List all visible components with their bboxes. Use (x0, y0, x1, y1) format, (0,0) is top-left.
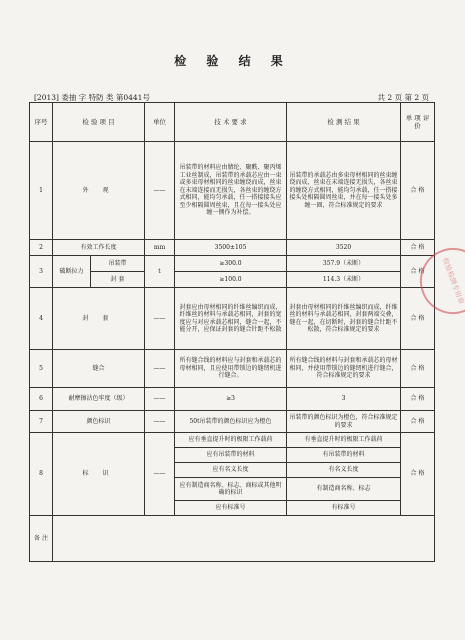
requirement: 3500±105 (175, 240, 287, 256)
item-name: 耐摩擦沾色牢度（级） (53, 388, 145, 411)
row-number: 5 (30, 350, 53, 388)
col-header-evaluation: 单 项 评 价 (401, 103, 435, 142)
item-name: 封 套 (53, 288, 145, 350)
item-name: 颜色标识 (53, 411, 145, 433)
result: 吊装带的承载芯由多束母材相同的丝束缠绕而成，丝束在末端连接无损失，各丝束的缠绕方式相同，能均匀承载，任一搭接接头处相隔圆周丝束，并在每一接头处多缠一圈，符合标准规定的要求 (287, 142, 401, 240)
row-number: 8 (30, 433, 53, 516)
result: 有名义长度 (287, 463, 401, 478)
table-row (30, 433, 435, 448)
remarks-label: 备 注 (30, 516, 53, 562)
result: 3520 (287, 240, 401, 256)
table-row (30, 411, 435, 433)
unit: —— (145, 142, 175, 240)
result: 吊装带的颜色标识为橙色，符合标准规定的要求 (287, 411, 401, 433)
unit: —— (145, 411, 175, 433)
unit: —— (145, 288, 175, 350)
unit: —— (145, 350, 175, 388)
evaluation: 合 格 (401, 256, 435, 288)
requirement: ≥300.0 (175, 256, 287, 272)
requirement: 所有缝合线的材料应与封套和承载芯的母材相同，且应使用带锁边的缝纫机进行缝合。 (175, 350, 287, 388)
table-row (30, 240, 435, 256)
table-row (30, 388, 435, 411)
row-number: 2 (30, 240, 53, 256)
unit: t (145, 256, 175, 288)
row-number: 6 (30, 388, 53, 411)
result: 114.3（未断） (287, 272, 401, 288)
requirement: 封套应由母材相同的纤维丝编织而成，纤维丝的材料与承载芯相同，封套的宽度应与对应承载芯相同，缝合一起，不能分开，应保证封套的缝合针距不松散 (175, 288, 287, 350)
item-name: 有效工作长度 (53, 240, 145, 256)
requirement: 应有垂直提升时的极限工作载荷 (175, 433, 287, 448)
requirement: ≥100.0 (175, 272, 287, 288)
row-number: 3 (30, 256, 53, 288)
result: 有制造商名称、标志 (287, 478, 401, 501)
page-indicator: 共 2 页 第 2 页 (377, 93, 429, 102)
table-header-row (30, 103, 435, 142)
requirement: 应有名义长度 (175, 463, 287, 478)
requirement: ≥3 (175, 388, 287, 411)
requirement: 应有制造商名称、标志、商标或其他明确的标识 (175, 478, 287, 501)
remarks-content (53, 516, 435, 562)
col-header-requirement: 技 术 要 求 (175, 103, 287, 142)
result: 有吊装带的材料 (287, 448, 401, 463)
row-number: 1 (30, 142, 53, 240)
requirement: 应有标准号 (175, 501, 287, 516)
unit: —— (145, 433, 175, 516)
result: 所有缝合线的材料与封套和承载芯的母材相同，并使用带锁边的缝纫机进行缝合，符合标准规定的要求 (287, 350, 401, 388)
seal-text: 检验检测专用章 (440, 256, 465, 306)
item-name: 缝合 (53, 350, 145, 388)
col-header-item: 检 验 项 目 (53, 103, 145, 142)
col-header-result: 检 测 结 果 (287, 103, 401, 142)
evaluation: 合 格 (401, 142, 435, 240)
table-row (30, 288, 435, 350)
unit: mm (145, 240, 175, 256)
result: 封套由母材相同的纤维丝编织而成，纤维丝的材料与承载芯相同，封套两端交叠，缝在一起，在切断时，封套的缝合针距不松散，符合标准规定的要求 (287, 288, 401, 350)
results-table (29, 102, 435, 562)
result: 有标准号 (287, 501, 401, 516)
table-row (30, 256, 435, 272)
remarks-row (30, 516, 435, 562)
evaluation: 合 格 (401, 240, 435, 256)
row-number: 4 (30, 288, 53, 350)
table-row (30, 142, 435, 240)
requirement: 50t吊装带的颜色标识应为橙色 (175, 411, 287, 433)
item-name: 标 识 (53, 433, 145, 516)
requirement: 应有吊装带的材料 (175, 448, 287, 463)
sub-item-name: 吊装带 (91, 256, 145, 272)
evaluation: 合 格 (401, 288, 435, 350)
result: 有垂直提升时的极限工作载荷 (287, 433, 401, 448)
result: 3 (287, 388, 401, 411)
sub-item-name: 封 套 (91, 272, 145, 288)
report-reference: [2013] 委抽 字 特防 类 第0441号 (34, 93, 150, 102)
col-header-unit: 单位 (145, 103, 175, 142)
row-number: 7 (30, 411, 53, 433)
page-title: 检 验 结 果 (174, 54, 291, 68)
evaluation: 合 格 (401, 433, 435, 516)
table-row (30, 350, 435, 388)
col-header-no: 序号 (30, 103, 53, 142)
requirement: 吊装带的材料应由腈纶、聚酰、聚丙烯工业丝制成，吊装带的承载芯应由一束或多束母材相同的丝束缠绕而成，丝束在末端连接而无损失，各丝束的缠绕方式相同，能均匀承载，任一搭接接头应至少相隔圆周丝束，且在每一接头处应缠一侧作为补偿。 (175, 142, 287, 240)
result: 357.9（未断） (287, 256, 401, 272)
evaluation: 合 格 (401, 388, 435, 411)
table-row (30, 272, 435, 288)
item-name: 外 观 (53, 142, 145, 240)
evaluation: 合 格 (401, 350, 435, 388)
item-name: 破断拉力 (53, 256, 91, 288)
unit: —— (145, 388, 175, 411)
evaluation: 合 格 (401, 411, 435, 433)
